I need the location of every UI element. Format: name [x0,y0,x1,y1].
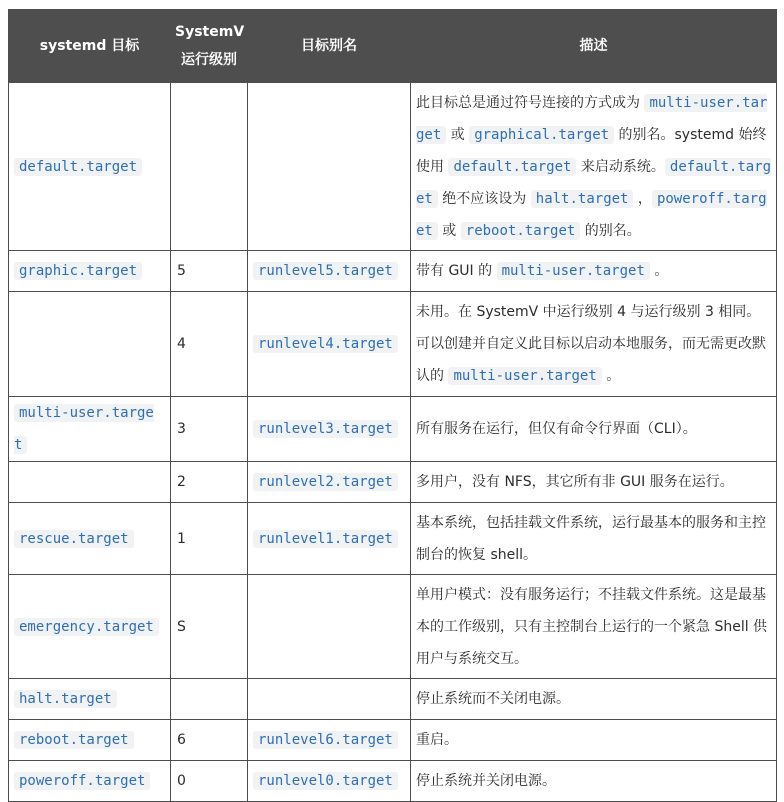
table-row [9,761,777,802]
cell-systemd-target [9,397,171,462]
description-text: 或 [446,126,470,143]
description-text: 所有服务在运行，但仅有命令行界面（CLI）。 [416,421,697,437]
cell-systemd-target [9,679,171,720]
alias-code: runlevel5.target [253,262,398,280]
table-header-row [9,10,777,83]
cell-description [411,251,777,292]
table-row [9,679,777,720]
inline-code: multi-user.target [448,367,601,385]
cell-target-alias [248,761,411,802]
description-text: 或 [437,222,461,239]
cell-description [411,679,777,720]
cell-description [411,575,777,679]
alias-code: runlevel0.target [253,772,398,790]
cell-runlevel: 4 [171,292,248,397]
cell-description [411,503,777,575]
table-body [9,83,777,802]
cell-description [411,761,777,802]
cell-description [411,397,777,462]
description-text: 单用户模式：没有服务运行；不挂载文件系统。这是最基本的工作级别，只有主控制台上运行的一个紧急 Shell 供用户与系统交互。 [416,586,768,667]
description-text: ， [633,190,652,207]
cell-systemd-target [9,83,171,251]
cell-systemd-target [9,462,171,503]
cell-description [411,292,777,397]
description-text: 。 [601,368,621,384]
target-code: poweroff.target [14,772,150,790]
alias-code: runlevel4.target [253,335,398,353]
cell-runlevel: 2 [171,462,248,503]
target-code: rescue.target [14,530,134,548]
cell-runlevel: 6 [171,720,248,761]
alias-code: runlevel3.target [253,420,398,438]
cell-target-alias [248,397,411,462]
table-row [9,397,777,462]
cell-description [411,462,777,503]
alias-code: runlevel1.target [253,530,398,548]
description-text: 绝不应该设为 [437,190,531,207]
cell-systemd-target [9,503,171,575]
description-text: 多用户，没有 NFS，其它所有非 GUI 服务在运行。 [416,474,734,490]
alias-code: runlevel2.target [253,473,398,491]
inline-code: halt.target [531,190,634,208]
inline-code: poweroff.target [416,190,767,239]
target-code: default.target [14,158,142,176]
target-code: emergency.target [14,618,159,636]
cell-systemd-target [9,575,171,679]
description-text: 停止系统并关闭电源。 [416,773,556,789]
target-code: multi-user.target [14,405,154,453]
cell-target-alias [248,575,411,679]
cell-target-alias [248,83,411,251]
cell-target-alias [248,503,411,575]
inline-code: reboot.target [461,222,581,240]
header-systemv-runlevel: SystemV 运行级别 [171,10,248,83]
inline-code: multi-user.target [416,94,768,143]
cell-target-alias [248,292,411,397]
systemd-target-table [8,9,777,802]
cell-description [411,83,777,251]
cell-systemd-target [9,761,171,802]
target-code: graphic.target [14,262,142,280]
description-text: 的别名。systemd 始终使用 [416,126,767,175]
cell-runlevel: 5 [171,251,248,292]
description-text: 基本系统，包括挂载文件系统，运行最基本的服务和主控制台的恢复 shell。 [416,514,766,563]
cell-runlevel [171,83,248,251]
cell-runlevel: S [171,575,248,679]
table-row [9,292,777,397]
inline-code: multi-user.target [497,262,650,280]
header-systemd-target: systemd 目标 [9,10,171,83]
inline-code: default.target [416,158,772,207]
cell-systemd-target [9,251,171,292]
cell-target-alias [248,251,411,292]
table-row [9,575,777,679]
cell-runlevel [171,679,248,720]
description-text: 此目标总是通过符号连接的方式成为 [416,94,645,111]
cell-runlevel: 3 [171,397,248,462]
header-description: 描述 [411,10,777,83]
description-text: 重启。 [416,732,458,748]
target-code: reboot.target [14,731,134,749]
alias-code: runlevel6.target [253,731,398,749]
cell-systemd-target [9,720,171,761]
description-text: 来启动系统。 [576,158,665,175]
inline-code: graphical.target [469,126,614,144]
cell-systemd-target [9,292,171,397]
cell-target-alias [248,462,411,503]
description-text: 未用。在 SystemV 中运行级别 4 与运行级别 3 相同。可以创建并自定义此目标以启动本地服务，而无需更改默认的 [416,304,766,384]
cell-description [411,720,777,761]
target-code: halt.target [14,690,117,708]
description-text: 带有 GUI 的 [416,263,497,279]
cell-runlevel: 1 [171,503,248,575]
table-row [9,462,777,503]
cell-target-alias [248,679,411,720]
table-row [9,503,777,575]
cell-target-alias [248,720,411,761]
description-text: 。 [649,263,669,279]
description-text: 的别名。 [580,222,641,239]
description-text: 停止系统而不关闭电源。 [416,691,570,707]
table-row [9,83,777,251]
header-target-alias: 目标别名 [248,10,411,83]
table-row [9,251,777,292]
inline-code: default.target [448,158,576,176]
table-row [9,720,777,761]
cell-runlevel: 0 [171,761,248,802]
